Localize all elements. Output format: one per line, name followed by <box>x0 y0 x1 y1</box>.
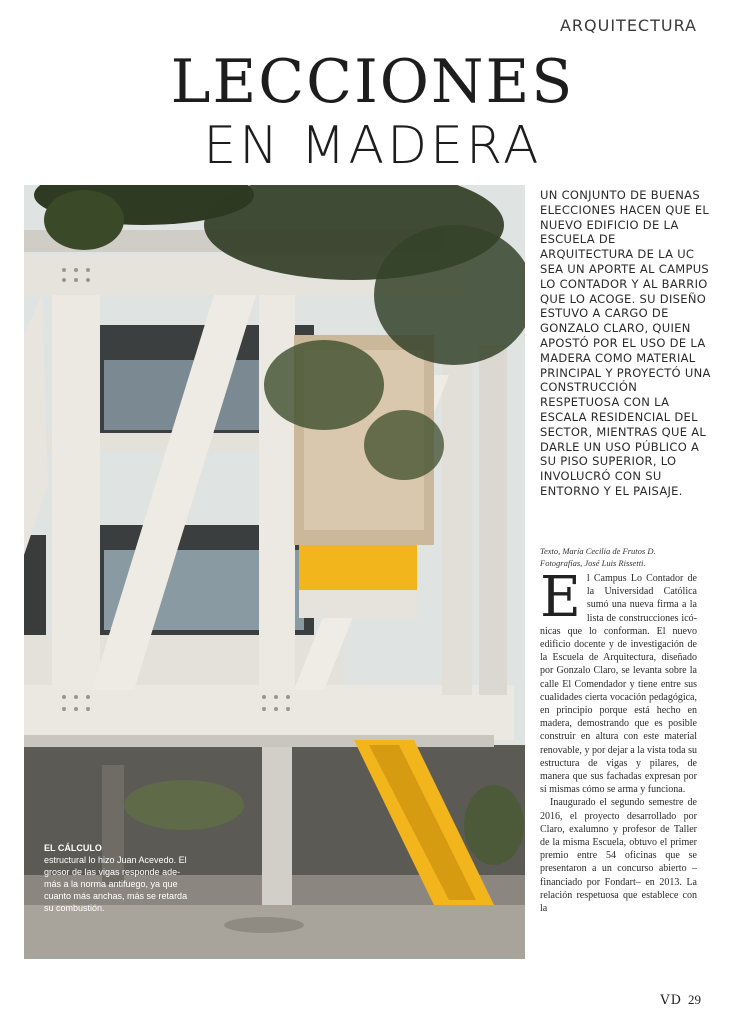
body-paragraph-2: Inaugurado el segundo semestre de 2016, el proyecto desarrollado por Claro, exalumno y profesor de Taller de la misma Escuela, obtuvo el primer premio entre 54 oficinas que se presentaron a un concurso abierto –financiado por Fondart– en 2013. La relación respetuosa que establece con la <box>540 797 697 915</box>
section-label: ARQUITECTURA <box>559 16 697 35</box>
headline-line-2: EN MADERA <box>203 116 542 176</box>
magazine-brand: VD <box>660 993 682 1008</box>
headline-line-1: LECCIONES <box>170 47 575 117</box>
page-folio <box>660 992 701 1008</box>
drop-cap: E <box>540 565 581 630</box>
caption-text: estructural lo hizo Juan Acevedo. El grosor de las vigas responde además a la norma antifuego, ya que cuanto más anchas, más se retarda su combustión. <box>44 855 188 913</box>
caption-lead: EL CÁLCULO <box>44 843 102 853</box>
page-number: 29 <box>688 992 701 1007</box>
credit-text: Texto, María Cecilia de Frutos D. <box>540 546 656 556</box>
article-deck: UN CONJUNTO DE BUENAS ELECCIONES HACEN QUE EL NUEVO EDIFICIO DE LA ESCUELA DE ARQUITECTURA DE LA UC SEA UN APORTE AL CAMPUS LO CONTADOR Y AL BARRIO QUE LO ACOGE. SU DISEÑO ESTUVO A CARGO DE GONZALO CLARO, QUIEN APOSTÓ POR EL USO DE LA MADERA COMO MATERIAL PRINCIPAL Y PROYECTÓ UNA CONSTRUCCIÓN RESPETUOSA CON LA ESCALA RESIDENCIAL DEL SECTOR, MIENTRAS QUE AL DARLE UN USO PÚBLICO A SU PISO SUPERIOR, LO INVOLUCRÓ CON SU ENTORNO Y EL PAISAJE. <box>540 188 711 498</box>
credit-photos: Fotografías, José Luis Rissetti. <box>540 558 646 568</box>
article-body <box>540 565 697 915</box>
body-paragraph-1: l Campus Lo Contador de la Universidad Católica sumó una nueva firma a la lista de construcciones icónicas que lo conforman. El nuevo edificio docente y de investigación de la Escuela de Arquitectura, diseñado por Gonzalo Claro, se levanta sobre la calle El Comendador y tiene entre sus cualidades cierta vocación pedagógica, en principio porque está hecho en madera, demostrando que es posible construir en altura con este material renovable, y por dejar a la vista toda su estructura de vigas y pilares, de manera que sus fachadas expresan por sí mismas cómo se arma y funciona. <box>540 573 697 796</box>
photo-caption <box>44 842 194 914</box>
